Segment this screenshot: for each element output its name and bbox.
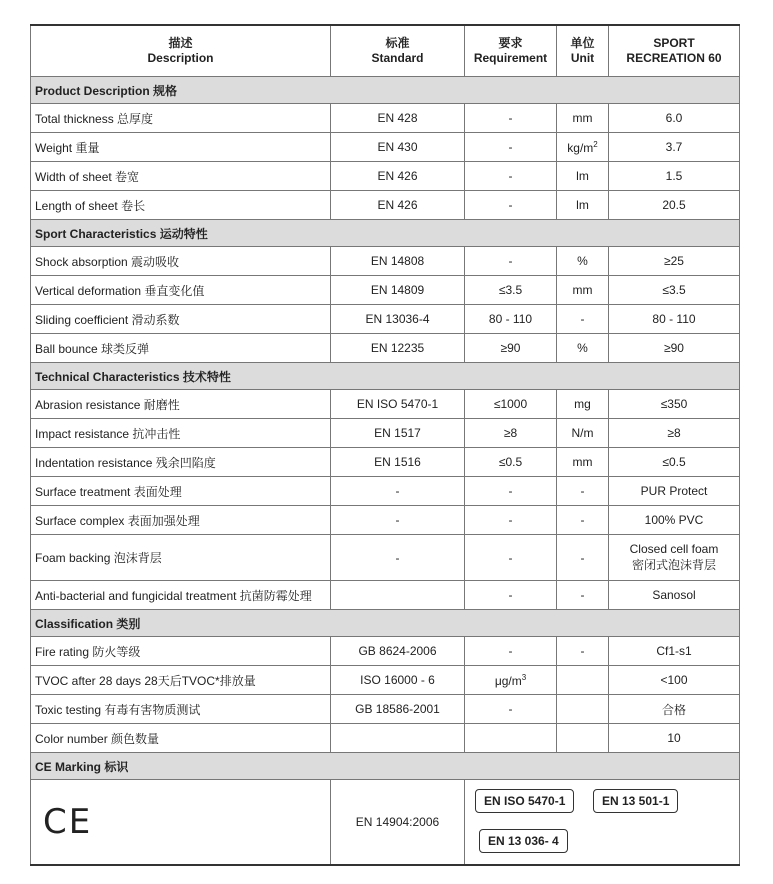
table-row: Anti-bacterial and fungicidal treatment 抗菌防霉处理 - - Sanosol: [31, 581, 740, 610]
table-row: Abrasion resistance 耐磨性 EN ISO 5470-1 ≤1000 mg ≤350: [31, 390, 740, 419]
ce-row: [31, 780, 740, 866]
ce-badge: EN 13 501-1: [593, 789, 678, 813]
table-row: Ball bounce 球类反弹 EN 12235 ≥90 % ≥90: [31, 334, 740, 363]
header-description: 描述 Description: [31, 25, 331, 77]
table-row: TVOC after 28 days 28天后TVOC*排放量 ISO 16000 - 6 $\mu g/m^3$ <100: [31, 666, 740, 695]
table-row: Shock absorption 震动吸收 EN 14808 - % ≥25: [31, 247, 740, 276]
table-row: Width of sheet 卷宽 EN 426 - lm 1.5: [31, 162, 740, 191]
header-unit: 单位 Unit: [557, 25, 609, 77]
table-row: Color number 颜色数量 10: [31, 724, 740, 753]
table-row: Weight 重量 EN 430 - $kg/m^2$ 3.7: [31, 133, 740, 162]
section-classification: Classification 类别: [31, 610, 740, 637]
section-technical: Technical Characteristics 技术特性: [31, 363, 740, 390]
table-row: Vertical deformation 垂直变化值 EN 14809 ≤3.5 mm ≤3.5: [31, 276, 740, 305]
table-row: Length of sheet 卷长 EN 426 - lm 20.5: [31, 191, 740, 220]
table-row: Indentation resistance 残余凹陷度 EN 1516 ≤0.5 mm ≤0.5: [31, 448, 740, 477]
header-row: [31, 25, 740, 77]
ce-standard: EN 14904:2006: [331, 780, 465, 866]
spec-sheet: [30, 24, 739, 866]
table-row: Toxic testing 有毒有害物质测试 GB 18586-2001 - 合格: [31, 695, 740, 724]
spec-table: [30, 24, 740, 866]
ce-badge: EN ISO 5470-1: [475, 789, 574, 813]
header-standard: 标准 Standard: [331, 25, 465, 77]
table-row: Surface complex 表面加强处理 - - - 100% PVC: [31, 506, 740, 535]
table-row: Total thickness 总厚度 EN 428 - mm 6.0: [31, 104, 740, 133]
ce-badge: EN 13 036- 4: [479, 829, 568, 853]
table-row: Impact resistance 抗冲击性 EN 1517 ≥8 N/m ≥8: [31, 419, 740, 448]
table-row: Fire rating 防火等级 GB 8624-2006 - - Cf1-s1: [31, 637, 740, 666]
ce-badges: [465, 783, 739, 861]
header-product: SPORT RECREATION 60: [609, 25, 740, 77]
table-row: Sliding coefficient 滑动系数 EN 13036-4 80 - 110 - 80 - 110: [31, 305, 740, 334]
ce-mark-logo: CE: [43, 802, 93, 842]
section-sport: Sport Characteristics 运动特性: [31, 220, 740, 247]
section-product: Product Description 规格: [31, 77, 740, 104]
header-requirement: 要求 Requirement: [465, 25, 557, 77]
table-row: Foam backing 泡沫背层 - - - Closed cell foam 密闭式泡沫背层: [31, 535, 740, 581]
table-row: Surface treatment 表面处理 - - - PUR Protect: [31, 477, 740, 506]
section-ce-marking: CE Marking 标识: [31, 753, 740, 780]
